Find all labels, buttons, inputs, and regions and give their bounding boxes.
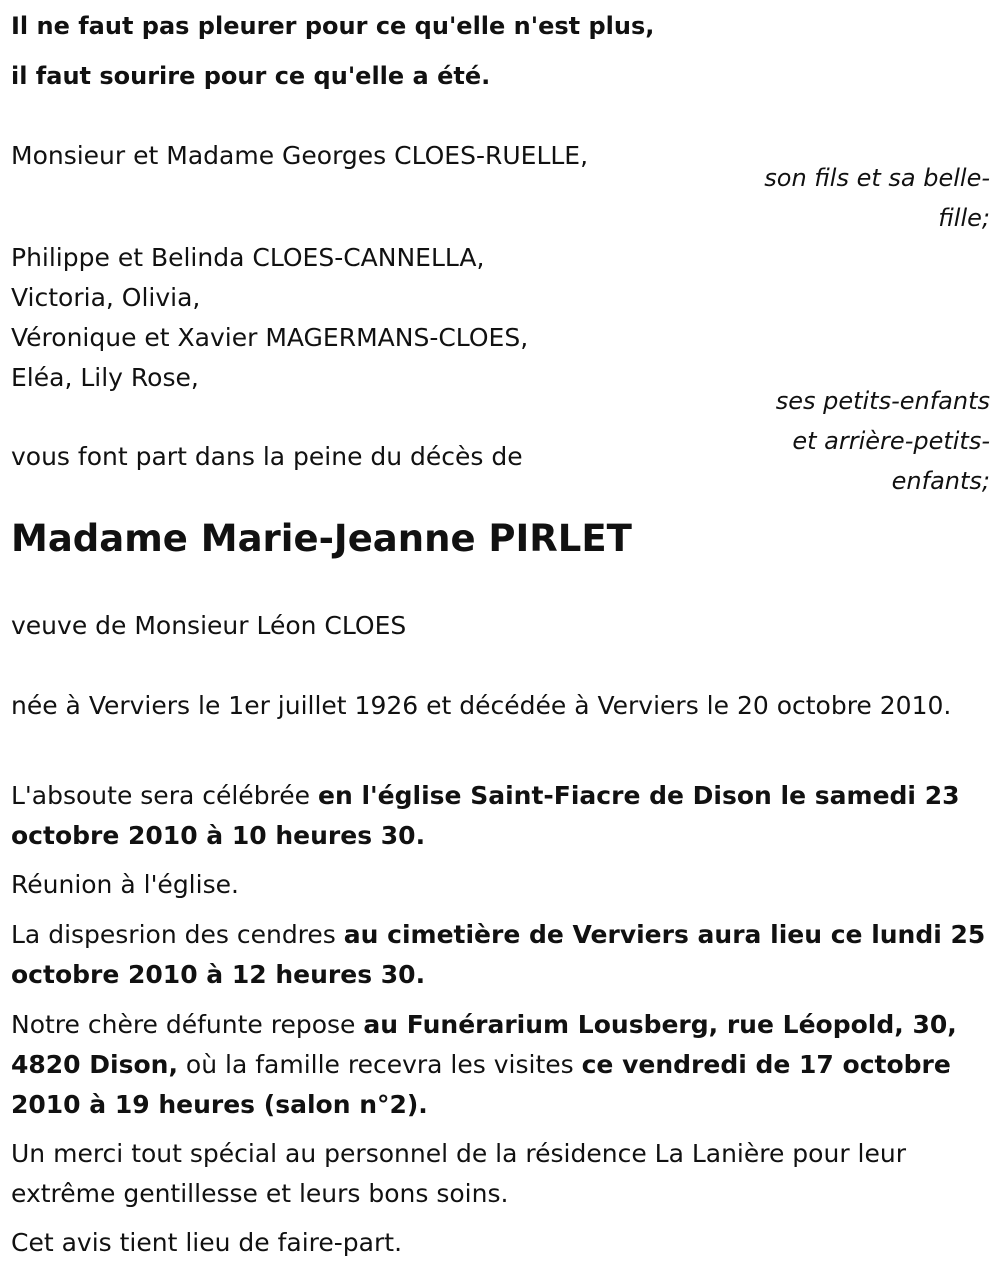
son-relation-line-1: son fils et sa belle- — [764, 164, 990, 192]
grandchildren-relation-line-1: ses petits-enfants — [775, 387, 990, 415]
grandchildren-line-3: Véronique et Xavier MAGERMANS-CLOES, — [11, 323, 529, 352]
dispersion-details: au cimetière de Verviers aura lieu ce lundi 25 octobre 2010 à 12 heures 30. — [11, 920, 986, 989]
grandchildren-line-4: Eléa, Lily Rose, — [11, 363, 199, 392]
birth-death-text: née à Verviers le 1er juillet 1926 et décédée à Verviers le 20 octobre 2010. — [11, 691, 952, 720]
closing-text: Cet avis tient lieu de faire-part. — [11, 1228, 403, 1257]
widow-of-text: veuve de Monsieur Léon CLOES — [11, 611, 407, 640]
dispersion-prefix: La dispesrion des cendres — [11, 920, 344, 949]
grandchildren-line-1: Philippe et Belinda CLOES-CANNELLA, — [11, 243, 485, 272]
reunion-text: Réunion à l'église. — [11, 870, 239, 899]
visit-middle: où la famille recevra les visites — [177, 1050, 582, 1079]
son-relation-line-2: fille; — [938, 204, 990, 232]
visit-place: au Funérarium Lousberg, rue Léopold, 30, 4820 Dison, — [11, 1010, 957, 1079]
deceased-name: Madame Marie-Jeanne PIRLET — [11, 517, 632, 560]
thanks-text: Un merci tout spécial au personnel de la résidence La Lanière pour leur extrême gentillesse et leurs bons soins. — [11, 1139, 906, 1208]
quote-line-2: il faut sourire pour ce qu'elle a été. — [11, 62, 491, 90]
absoute-details: en l'église Saint-Fiacre de Dison le samedi 23 octobre 2010 à 10 heures 30. — [11, 781, 960, 850]
announcement-text: vous font part dans la peine du décès de — [11, 442, 523, 471]
absoute-paragraph — [11, 776, 996, 856]
grandchildren-relation-line-2: et arrière-petits- — [792, 427, 990, 455]
son-names: Monsieur et Madame Georges CLOES-RUELLE, — [11, 141, 589, 170]
grandchildren-relation-line-3: enfants; — [891, 467, 990, 495]
absoute-prefix: L'absoute sera célébrée — [11, 781, 318, 810]
visit-date: ce vendredi de 17 octobre 2010 à 19 heures (salon n°2). — [11, 1050, 951, 1119]
visit-prefix: Notre chère défunte repose — [11, 1010, 364, 1039]
dispersion-paragraph — [11, 915, 996, 995]
visit-paragraph — [11, 1005, 996, 1125]
quote-line-1: Il ne faut pas pleurer pour ce qu'elle n'est plus, — [11, 12, 655, 40]
grandchildren-line-2: Victoria, Olivia, — [11, 283, 201, 312]
